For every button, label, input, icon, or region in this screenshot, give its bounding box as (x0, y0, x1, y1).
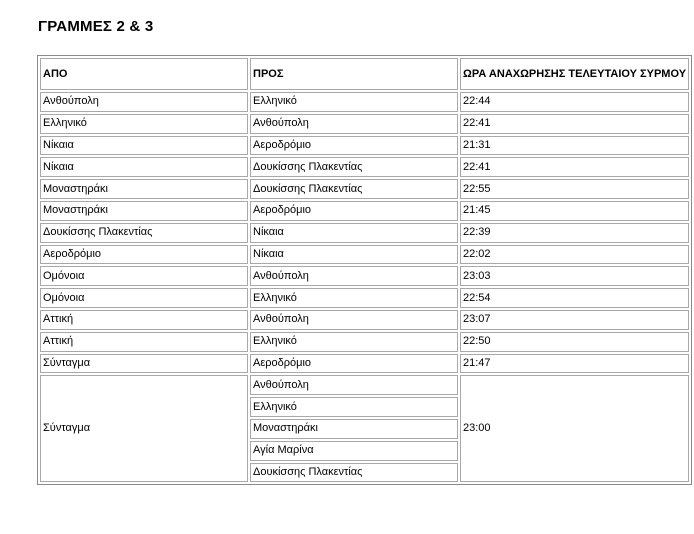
cell-from: Νίκαια (40, 136, 248, 156)
cell-to: Δουκίσσης Πλακεντίας (250, 157, 458, 177)
table-row (40, 288, 689, 308)
cell-to: Νίκαια (250, 223, 458, 243)
table-row (40, 92, 689, 112)
table-row (40, 245, 689, 265)
cell-from: Σύνταγμα (40, 375, 248, 482)
cell-time: 23:03 (460, 266, 689, 286)
page-title: ΓΡΑΜΜΕΣ 2 & 3 (38, 18, 154, 35)
table-row (40, 114, 689, 134)
table-row (40, 310, 689, 330)
cell-time: 21:47 (460, 354, 689, 374)
table-row (40, 354, 689, 374)
cell-time: 22:50 (460, 332, 689, 352)
cell-to: Ελληνικό (250, 397, 458, 417)
cell-to: Ανθούπολη (250, 266, 458, 286)
schedule-table (37, 55, 692, 485)
header-to: ΠΡΟΣ (250, 58, 458, 90)
header-from: ΑΠΟ (40, 58, 248, 90)
cell-to: Δουκίσσης Πλακεντίας (250, 179, 458, 199)
cell-time: 22:02 (460, 245, 689, 265)
cell-from: Αεροδρόμιο (40, 245, 248, 265)
table-row (40, 375, 689, 395)
table-row (40, 136, 689, 156)
cell-time: 22:41 (460, 157, 689, 177)
table-row (40, 157, 689, 177)
cell-from: Νίκαια (40, 157, 248, 177)
cell-from: Ανθούπολη (40, 92, 248, 112)
cell-to: Ελληνικό (250, 288, 458, 308)
cell-from: Ομόνοια (40, 266, 248, 286)
cell-time: 23:07 (460, 310, 689, 330)
cell-time: 22:55 (460, 179, 689, 199)
cell-from: Ομόνοια (40, 288, 248, 308)
cell-to: Ελληνικό (250, 332, 458, 352)
cell-to: Δουκίσσης Πλακεντίας (250, 463, 458, 483)
cell-time: 22:39 (460, 223, 689, 243)
cell-time: 21:31 (460, 136, 689, 156)
cell-time: 22:41 (460, 114, 689, 134)
table-row (40, 332, 689, 352)
table-row (40, 201, 689, 221)
cell-time: 21:45 (460, 201, 689, 221)
cell-to: Ανθούπολη (250, 114, 458, 134)
cell-to: Αεροδρόμιο (250, 136, 458, 156)
cell-from: Μοναστηράκι (40, 201, 248, 221)
cell-to: Ανθούπολη (250, 310, 458, 330)
cell-to: Ανθούπολη (250, 375, 458, 395)
cell-time: 23:00 (460, 375, 689, 482)
cell-from: Δουκίσσης Πλακεντίας (40, 223, 248, 243)
cell-time: 22:54 (460, 288, 689, 308)
cell-from: Ελληνικό (40, 114, 248, 134)
table-row (40, 179, 689, 199)
table-row (40, 266, 689, 286)
table-header-row (40, 58, 689, 90)
cell-from: Αττική (40, 310, 248, 330)
cell-to: Αεροδρόμιο (250, 354, 458, 374)
cell-from: Σύνταγμα (40, 354, 248, 374)
cell-to: Ελληνικό (250, 92, 458, 112)
cell-time: 22:44 (460, 92, 689, 112)
header-departure-time: ΩΡΑ ΑΝΑΧΩΡΗΣΗΣ ΤΕΛΕΥΤΑΙΟΥ ΣΥΡΜΟΥ (460, 58, 689, 90)
cell-from: Αττική (40, 332, 248, 352)
cell-to: Μοναστηράκι (250, 419, 458, 439)
table-row (40, 223, 689, 243)
cell-to: Αεροδρόμιο (250, 201, 458, 221)
cell-to: Νίκαια (250, 245, 458, 265)
cell-to: Αγία Μαρίνα (250, 441, 458, 461)
cell-from: Μοναστηράκι (40, 179, 248, 199)
